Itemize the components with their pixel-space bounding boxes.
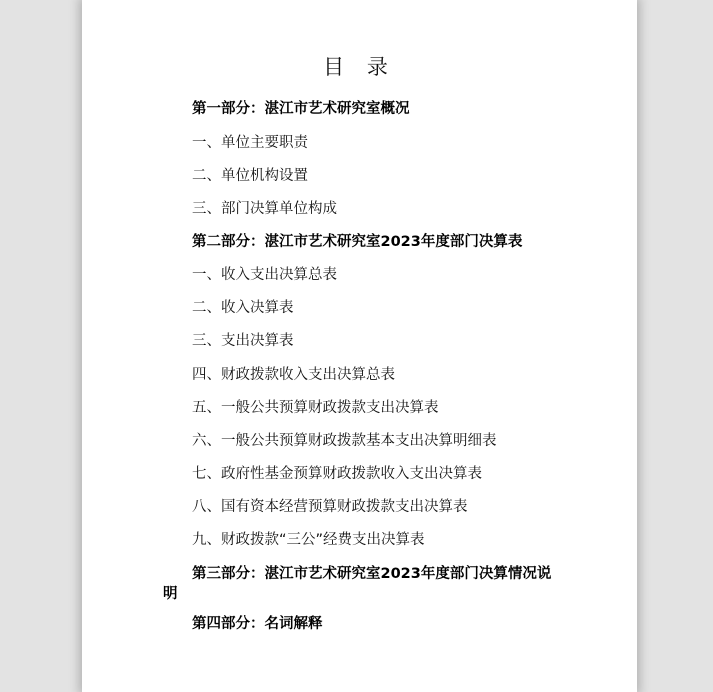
toc-item[interactable]: 六、一般公共预算财政拨款基本支出决算明细表 — [192, 433, 497, 449]
toc-title: 目 录 — [323, 55, 396, 79]
toc-item[interactable]: 三、部门决算单位构成 — [192, 201, 337, 217]
toc-item[interactable]: 五、一般公共预算财政拨款支出决算表 — [192, 400, 439, 416]
toc-item[interactable]: 七、政府性基金预算财政拨款收入支出决算表 — [192, 466, 482, 482]
toc-item[interactable]: 一、收入支出决算总表 — [192, 267, 337, 283]
toc-part-4[interactable]: 第四部分：名词解释 — [192, 616, 323, 632]
toc-item[interactable]: 八、国有资本经营预算财政拨款支出决算表 — [192, 499, 468, 515]
toc-item[interactable]: 九、财政拨款“三公”经费支出决算表 — [192, 532, 425, 548]
toc-item[interactable]: 三、支出决算表 — [192, 333, 294, 349]
toc-part-1[interactable]: 第一部分：湛江市艺术研究室概况 — [192, 101, 410, 117]
toc-item[interactable]: 四、财政拨款收入支出决算总表 — [192, 367, 395, 383]
toc-item[interactable]: 二、单位机构设置 — [192, 168, 308, 184]
toc-part-2[interactable]: 第二部分：湛江市艺术研究室2023年度部门决算表 — [192, 234, 523, 250]
toc-item[interactable]: 二、收入决算表 — [192, 300, 294, 316]
toc-part-3[interactable]: 第三部分：湛江市艺术研究室2023年度部门决算情况说明 — [163, 566, 552, 602]
document-page — [82, 0, 637, 692]
toc-item[interactable]: 一、单位主要职责 — [192, 135, 308, 151]
